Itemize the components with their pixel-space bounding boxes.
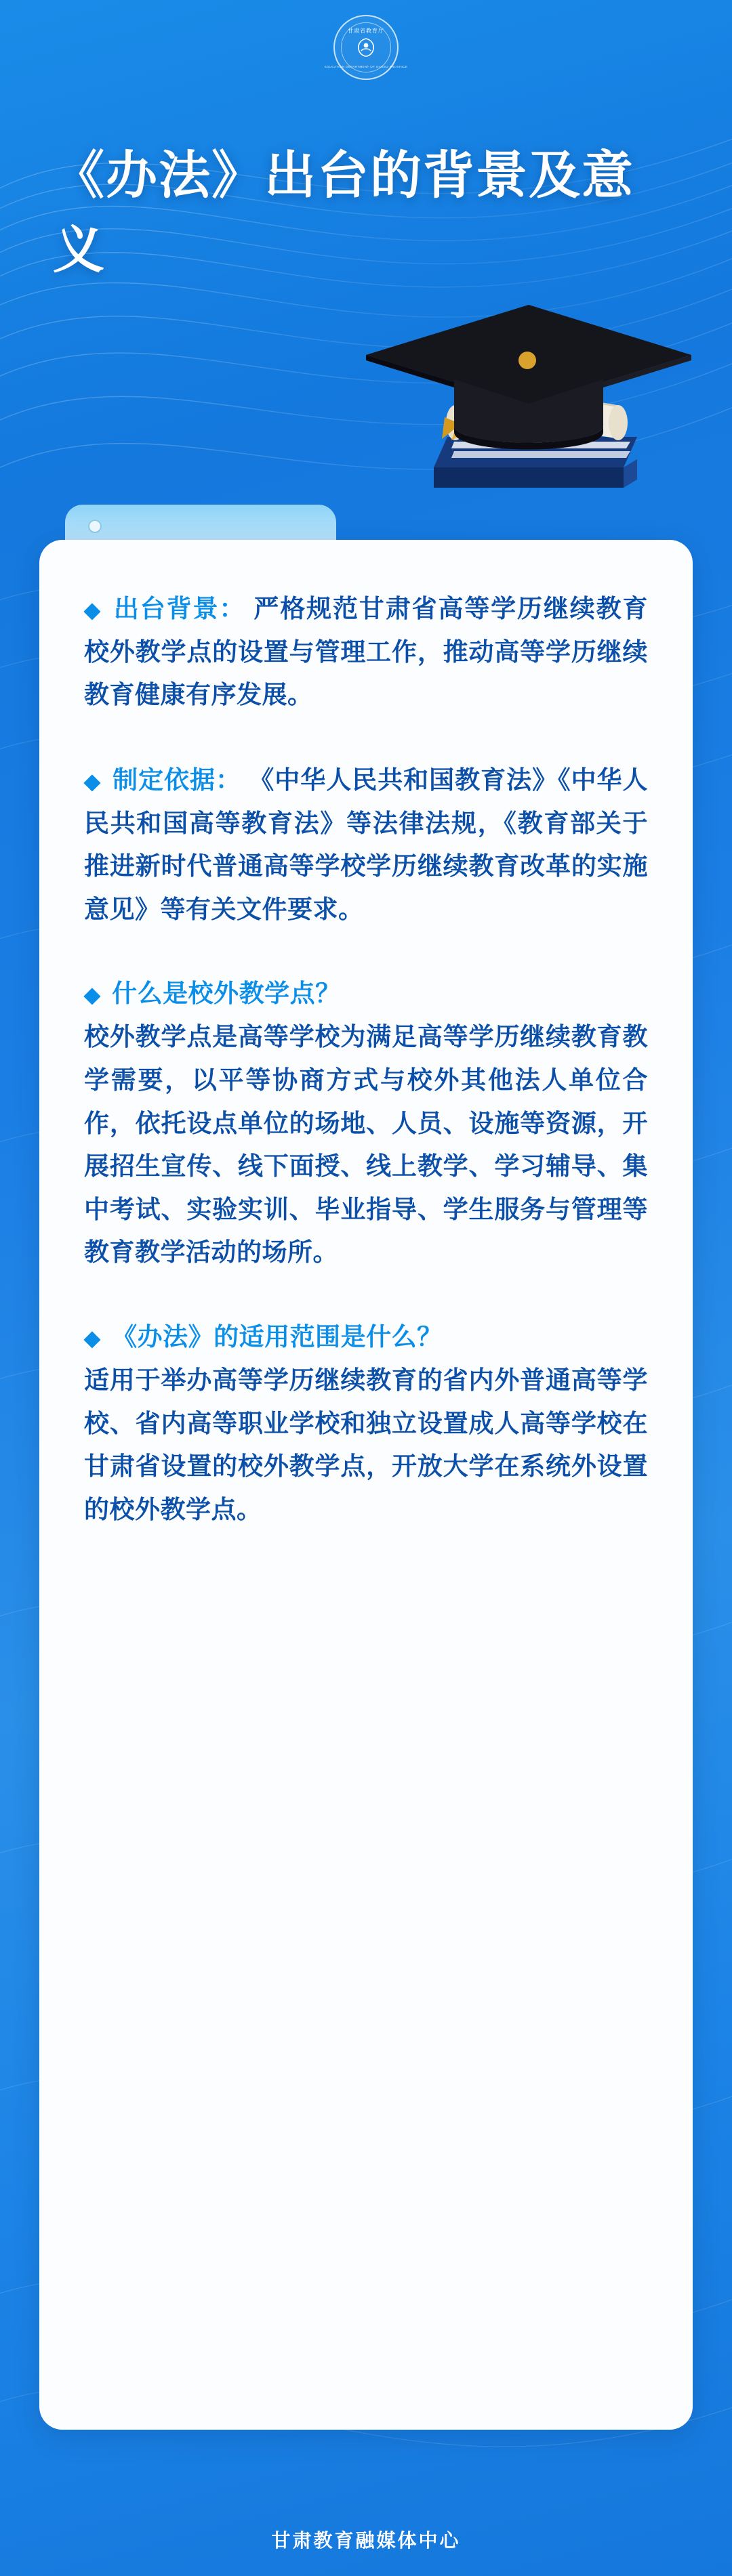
block-heading-line	[84, 1316, 648, 1359]
block-heading: 出台背景：	[113, 595, 246, 622]
page-title: 《办法》出台的背景及意义	[53, 147, 634, 280]
graduation-cap-illustration	[352, 264, 705, 522]
paragraph	[84, 759, 648, 931]
emblem-text-bottom: EDUCATION DEPARTMENT OF GANSU PROVINCE	[324, 65, 408, 68]
diamond-bullet-icon: ◆	[84, 983, 101, 1007]
block-body: 严格规范甘肃省高等学历继续教育校外教学点的设置与管理工作，推动高等学历继续教育健康有序发展。	[84, 595, 649, 709]
diamond-bullet-icon: ◆	[84, 1326, 101, 1351]
content-block	[84, 1316, 648, 1531]
content-block	[84, 973, 648, 1274]
emblem-symbol-icon	[354, 36, 378, 59]
content-card	[39, 540, 693, 2430]
diamond-bullet-icon: ◆	[84, 598, 102, 622]
block-body: 《中华人民共和国教育法》《中华人民共和国高等教育法》等法律法规，《教育部关于推进新时代普通高等学校学历继续教育改革的实施意见》等有关文件要求。	[84, 765, 649, 923]
footer-credit: 甘肃教育融媒体中心	[271, 2530, 461, 2551]
block-body: 适用于举办高等学历继续教育的省内外普通高等学校、省内高等职业学校和独立设置成人高等学校在甘肃省设置的校外教学点，开放大学在系统外设置的校外教学点。	[84, 1366, 648, 1523]
diamond-bullet-icon: ◆	[84, 769, 101, 793]
header	[0, 0, 732, 555]
paragraph	[84, 587, 648, 717]
content-block	[84, 759, 648, 931]
content-block	[84, 587, 648, 717]
block-body: 校外教学点是高等学校为满足高等学历继续教育教学需要，以平等协商方式与校外其他法人单位合作，依托设点单位的场地、人员、设施等资源，开展招生宣传、线下面授、线上教学、学习辅导、集中考试、实验实训、毕业指导、学生服务与管理等教育教学活动的场所。	[84, 1023, 648, 1267]
block-heading-line	[84, 973, 648, 1015]
block-heading: 什么是校外教学点？	[112, 979, 341, 1008]
block-heading: 《办法》的适用范围是什么？	[112, 1323, 443, 1351]
tab-dot-icon	[88, 520, 102, 533]
gansu-education-emblem-icon	[324, 15, 408, 80]
emblem-text-top: 甘肃省教育厅	[348, 28, 384, 34]
block-heading: 制定依据：	[113, 765, 242, 794]
content-card-wrapper	[39, 505, 693, 2430]
